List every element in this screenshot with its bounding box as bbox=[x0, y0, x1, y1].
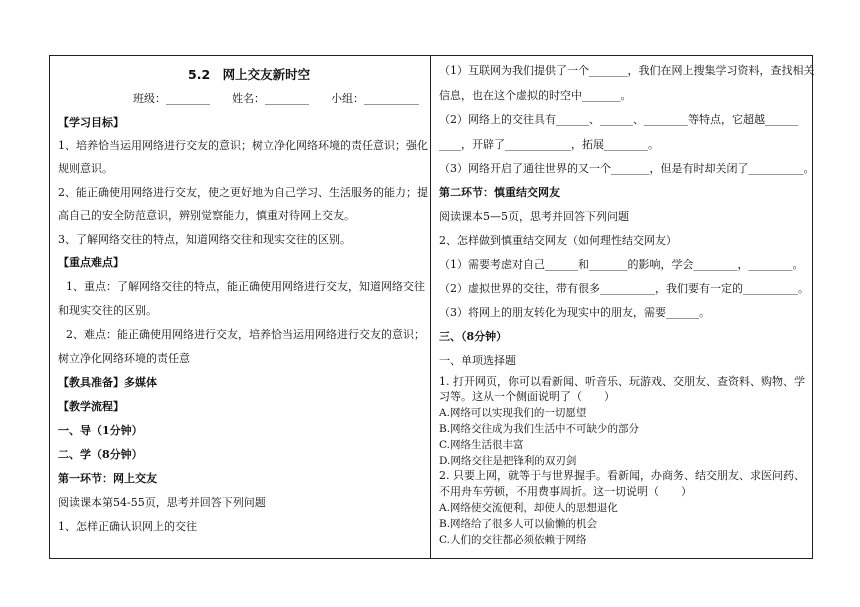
left-text-line: 第一环节：网上交友 bbox=[58, 472, 157, 485]
left-text-line: 【学习目标】 bbox=[58, 116, 124, 129]
left-text-line: 1、重点：了解网络交往的特点，能正确使用网络进行交友，知道网络交往 bbox=[66, 280, 425, 293]
left-text-line: 5.2 网上交友新时空 bbox=[188, 67, 311, 82]
left-text-line: 二、学（8分钟） bbox=[58, 448, 143, 461]
left-text-line: 树立净化网络环境的责任意 bbox=[58, 352, 190, 365]
right-text-line: （2）网络上的交往具有______、______、________等特点，它超越______ bbox=[439, 113, 798, 126]
right-text-line: 习等。这从一个侧面说明了（ ） bbox=[439, 390, 615, 403]
right-text-line: （1）互联网为我们提供了一个_______，我们在网上搜集学习资料，查找相关 bbox=[439, 64, 815, 77]
right-text-line: 2. 只要上网，就等于与世界握手。看新闻，办商务、结交朋友、求医问药、 bbox=[439, 469, 805, 482]
right-text-line: ____，开辟了____________，拓展________。 bbox=[439, 138, 659, 151]
left-text-line: 2、能正确使用网络进行交友，使之更好地为自己学习、生活服务的能力；提 bbox=[58, 186, 428, 199]
left-text-line: 阅读课本第54-55页，思考并回答下列问题 bbox=[58, 496, 266, 509]
right-text-line: 一、单项选择题 bbox=[439, 354, 516, 367]
left-text-line: 【教学流程】 bbox=[58, 400, 124, 413]
right-text-line: C.网络生活很丰富 bbox=[439, 439, 524, 451]
right-text-line: 1. 打开网页，你可以看新闻、听音乐、玩游戏、交朋友、查资料、购物、学 bbox=[439, 375, 805, 388]
left-text-line: 3、了解网络交往的特点，知道网络交往和现实交往的区别。 bbox=[58, 233, 351, 246]
right-text-line: （1）需要考虑对自己______和_______的影响，学会________，________。 bbox=[439, 258, 804, 271]
left-text-line: 一、导（1分钟） bbox=[58, 424, 143, 437]
left-text-line: 和现实交往的区别。 bbox=[58, 304, 157, 317]
right-text-line: C.人们的交往都必须依赖于网络 bbox=[439, 534, 587, 546]
left-text-line: 1、培养恰当运用网络进行交友的意识；树立净化网络环境的责任意识；强化 bbox=[58, 139, 428, 152]
left-text-line: 【教具准备】多媒体 bbox=[58, 376, 157, 389]
right-text-line: D.网络交往是把锋利的双刃剑 bbox=[439, 455, 577, 467]
left-text-line: 高自己的安全防范意识，辨别觉察能力，慎重对待网上交友。 bbox=[58, 209, 355, 222]
left-text-line: 班级：________ 姓名：________ 小组：__________ bbox=[133, 92, 419, 105]
right-text-line: 阅读课本5—5页，思考并回答下列问题 bbox=[439, 210, 629, 223]
right-text-line: A.网络可以实现我们的一切愿望 bbox=[439, 407, 587, 419]
right-text-line: （3）网络开启了通往世界的又一个_______，但是有时却关闭了__________。 bbox=[439, 162, 815, 175]
right-text-line: B.网络交往成为我们生活中不可缺少的部分 bbox=[439, 423, 640, 435]
worksheet-table bbox=[49, 55, 813, 559]
left-text-line: 1、怎样正确认识网上的交往 bbox=[58, 520, 197, 533]
right-text-line: 2、怎样做到慎重结交网友（如何理性结交网友） bbox=[439, 234, 677, 247]
right-text-line: （3）将网上的朋友转化为现实中的朋友，需要______。 bbox=[439, 306, 710, 319]
right-text-line: 三、（8分钟） bbox=[439, 330, 508, 343]
right-text-line: B.网络给了很多人可以偷懒的机会 bbox=[439, 518, 598, 530]
right-text-line: 不用舟车劳顿，不用费事周折。这一切说明（ ） bbox=[439, 485, 692, 498]
right-text-line: （2）虚拟世界的交往，带有很多__________，我们要有一定的__________。 bbox=[439, 282, 809, 295]
left-text-line: 规则意识。 bbox=[58, 162, 113, 175]
left-text-line: 2、难点：能正确使用网络进行交友，培养恰当运用网络进行交友的意识； bbox=[66, 328, 425, 341]
column-divider bbox=[430, 56, 431, 558]
right-text-line: A.网络使交流便利，却使人的思想退化 bbox=[439, 502, 618, 514]
right-text-line: 第二环节：慎重结交网友 bbox=[439, 186, 560, 199]
right-text-line: 信息，也在这个虚拟的时空中_______。 bbox=[439, 89, 632, 102]
left-text-line: 【重点难点】 bbox=[58, 256, 124, 269]
